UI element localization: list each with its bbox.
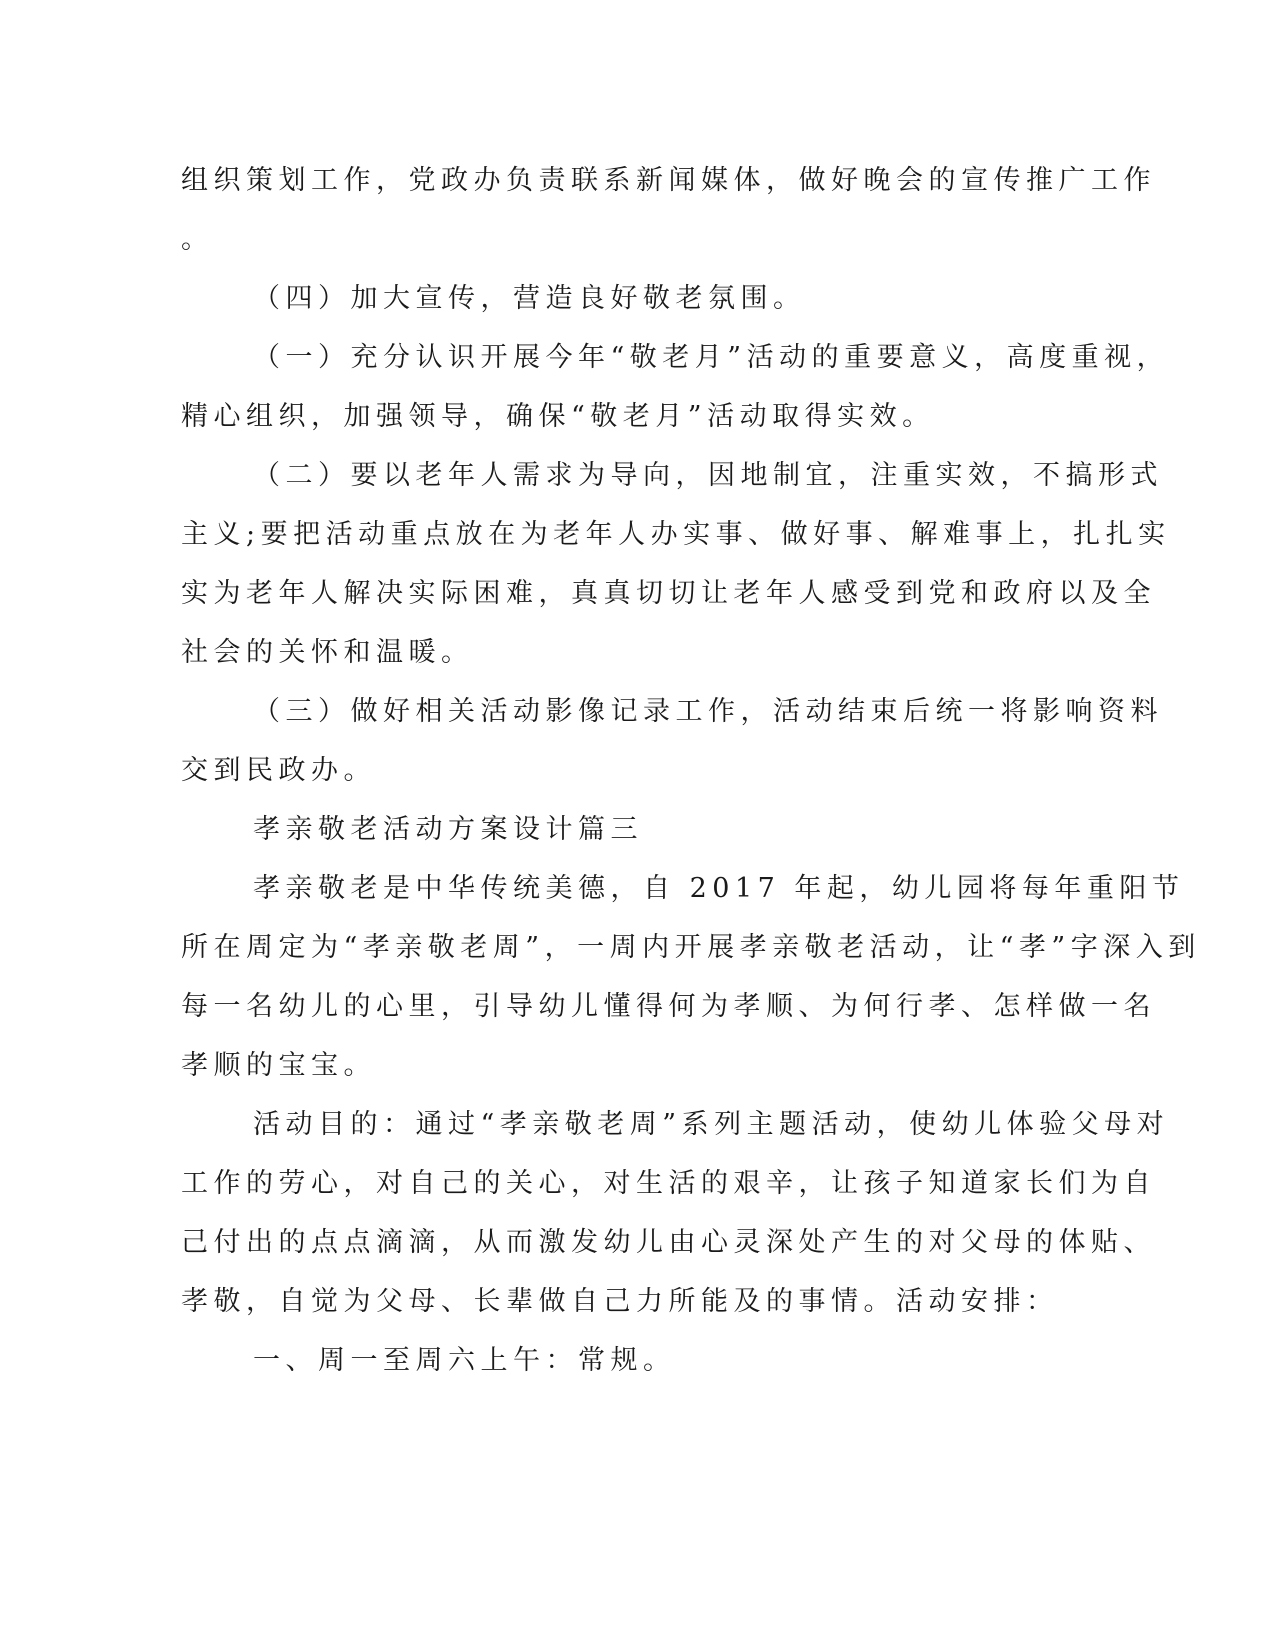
text-line-17: 活动目的：通过“孝亲敬老周”系列主题活动，使幼儿体验父母对 [253,1109,1170,1140]
text-line-20: 孝敬，自觉为父母、长辈做自己力所能及的事情。活动安排： [181,1286,1059,1317]
text-line-16: 孝顺的宝宝。 [181,1050,376,1081]
section-heading: 孝亲敬老活动方案设计篇三 [253,814,643,845]
text-line-14: 所在周定为“孝亲敬老周”，一周内开展孝亲敬老活动，让“孝”字深入到 [181,932,1201,963]
text-line-15: 每一名幼儿的心里，引导幼儿懂得何为孝顺、为何行孝、怎样做一名 [181,991,1156,1022]
text-line-7: 主义;要把活动重点放在为老年人办实事、做好事、解难事上，扎扎实 [181,519,1171,550]
text-line-19: 己付出的点点滴滴，从而激发幼儿由心灵深处产生的对父母的体贴、 [181,1227,1156,1258]
text-line-18: 工作的劳心，对自己的关心，对生活的艰辛，让孩子知道家长们为自 [181,1168,1156,1199]
text-line-5: 精心组织，加强领导，确保“敬老月”活动取得实效。 [181,401,935,432]
text-line-11: 交到民政办。 [181,755,376,786]
text-line-21: 一、周一至周六上午：常规。 [253,1345,676,1376]
text-line-8: 实为老年人解决实际困难，真真切切让老年人感受到党和政府以及全 [181,578,1156,609]
text-line-3: （四）加大宣传，营造良好敬老氛围。 [253,283,806,314]
text-line-10: （三）做好相关活动影像记录工作，活动结束后统一将影响资料 [253,696,1163,727]
text-line-13: 孝亲敬老是中华传统美德，自 2017 年起，幼儿园将每年重阳节 [253,873,1185,904]
text-line-1: 组织策划工作，党政办负责联系新闻媒体，做好晚会的宣传推广工作 [181,165,1156,196]
text-line-2: 。 [181,224,214,255]
text-line-4: （一）充分认识开展今年“敬老月”活动的重要意义，高度重视， [253,342,1170,373]
text-line-6: （二）要以老年人需求为导向，因地制宜，注重实效，不搞形式 [253,460,1163,491]
text-line-9: 社会的关怀和温暖。 [181,637,474,668]
